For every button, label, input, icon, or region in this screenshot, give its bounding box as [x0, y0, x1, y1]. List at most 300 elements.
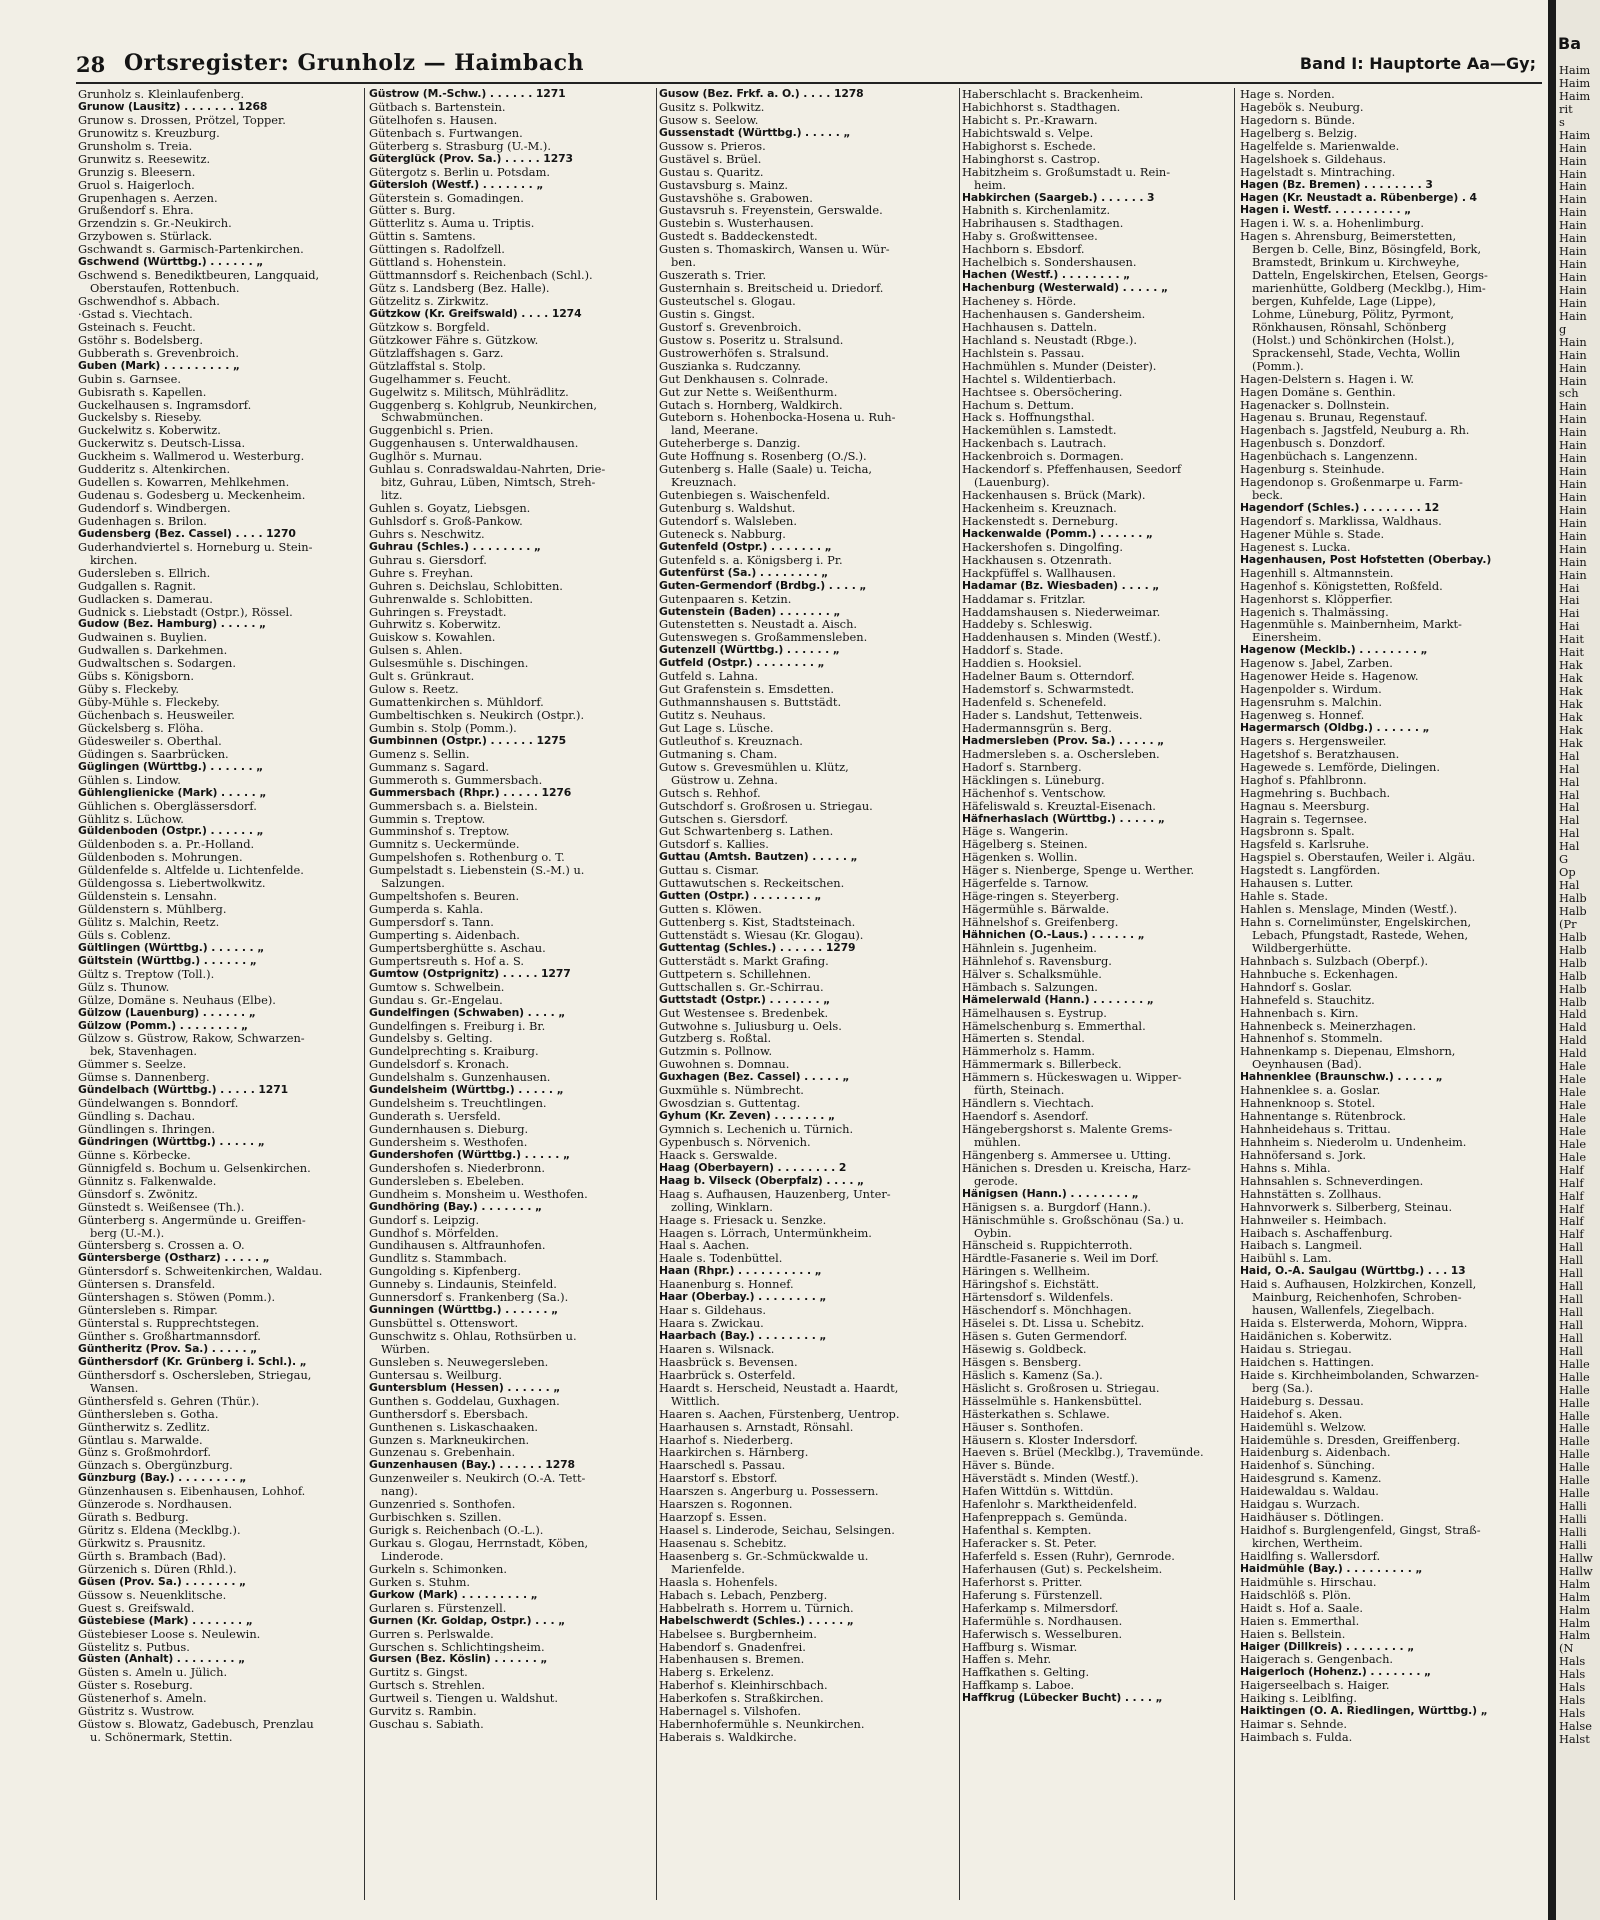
adjacent-page-fragment: Hait: [1559, 646, 1584, 660]
adjacent-page-fragment: Hald: [1559, 1021, 1587, 1035]
directory-entry: Hader s. Landshut, Tettenweis.: [962, 709, 1143, 722]
directory-entry: Haferhorst s. Pritter.: [962, 1575, 1083, 1589]
directory-entry: Haddeby s. Schleswig.: [962, 618, 1093, 632]
directory-entry: Gütterlitz s. Auma u. Triptis.: [369, 217, 535, 231]
directory-entry: Gustorf s. Grevenbroich.: [659, 320, 802, 334]
directory-entry: Bergen b. Celle, Binz, Bösingfeld, Bork,: [1252, 243, 1482, 257]
directory-entry: Güntersen s. Dransfeld.: [78, 1278, 216, 1292]
directory-entry: Hahndorf s. Goslar.: [1240, 980, 1352, 994]
directory-entry: Güttland s. Hohenstein.: [369, 256, 507, 270]
directory-entry: Häge s. Wangerin.: [962, 825, 1069, 839]
adjacent-page-fragment: Hald: [1559, 1047, 1587, 1061]
directory-entry: Güby s. Fleckeby.: [78, 683, 180, 697]
directory-entry: Guhrau s. Giersdorf.: [369, 553, 487, 567]
directory-entry: Gurbischken s. Szillen.: [369, 1511, 502, 1525]
adjacent-page-fragment: Hain: [1559, 309, 1587, 323]
directory-entry: Gudnick s. Liebstadt (Ostpr.), Rössel.: [78, 605, 293, 619]
adjacent-page-fragment: Hal: [1559, 879, 1580, 892]
directory-entry: Haar s. Gildehaus.: [659, 1304, 767, 1318]
directory-entry: Haarkirchen s. Härnberg.: [659, 1446, 809, 1460]
directory-entry-main-place: Hagen (Bz. Bremen) . . . . . . . . 3: [1240, 178, 1433, 191]
directory-entry: Hademstorf s. Schwarmstedt.: [962, 683, 1135, 697]
directory-entry: Hagenau s. Brunau, Regenstauf.: [1240, 411, 1428, 425]
directory-entry: ·Gstad s. Viechtach.: [78, 307, 193, 321]
adjacent-page-fragment: Hals: [1559, 1655, 1586, 1669]
directory-entry: Datteln, Engelskirchen, Etelsen, Georgs-: [1252, 269, 1488, 283]
directory-entry: Habitzheim s. Großumstadt u. Rein-: [962, 165, 1171, 179]
directory-entry: Hägelberg s. Steinen.: [962, 838, 1088, 852]
directory-entry-main-place: Gündelbach (Württbg.) . . . . . 1271: [78, 1084, 289, 1097]
directory-entry-main-place: Gurkow (Mark) . . . . . . . . . „: [369, 1588, 538, 1601]
directory-entry: Günther s. Großhartmannsdorf.: [78, 1330, 261, 1343]
directory-entry: Haiking s. Leiblfing.: [1240, 1692, 1357, 1706]
directory-entry: Gusow s. Seelow.: [659, 113, 759, 127]
directory-entry: Güsten s. Ameln u. Jülich.: [78, 1666, 228, 1680]
directory-entry-main-place: Häfnerhaslach (Württbg.) . . . . . „: [962, 812, 1165, 825]
adjacent-page-fragment: Halm: [1559, 1616, 1591, 1630]
directory-entry: Härtensdorf s. Wildenfels.: [962, 1291, 1114, 1305]
directory-entry: Häsgen s. Bensberg.: [962, 1355, 1082, 1369]
directory-entry: Guthmannshausen s. Buttstädt.: [659, 696, 842, 709]
directory-entry: Hack s. Hoffnungsthal.: [962, 411, 1095, 425]
directory-entry: Gut Schwartenberg s. Lathen.: [659, 825, 834, 839]
directory-entry: Gugelhammer s. Feucht.: [369, 372, 512, 386]
adjacent-page-fragment: Hai: [1559, 607, 1580, 621]
directory-entry: Güntersdorf s. Schweitenkirchen, Waldau.: [78, 1265, 323, 1279]
directory-entry: Häcklingen s. Lüneburg.: [962, 773, 1105, 787]
directory-entry-main-place: Güntersberge (Ostharz) . . . . . „: [78, 1252, 270, 1265]
directory-entry: Haddenhausen s. Minden (Westf.).: [962, 631, 1161, 645]
directory-entry: Hahnheidehaus s. Trittau.: [1240, 1123, 1391, 1136]
directory-entry: Hahnstätten s. Zollhaus.: [1240, 1187, 1382, 1201]
adjacent-page-fragment: Hain: [1559, 465, 1587, 478]
directory-entry: Habichtswald s. Velpe.: [962, 126, 1094, 140]
directory-entry: mühlen.: [974, 1135, 1021, 1149]
adjacent-page-fragment: Hall: [1559, 1293, 1584, 1306]
directory-entry-main-place: Gühlenglienicke (Mark) . . . . . „: [78, 786, 267, 799]
directory-entry: Gult s. Grünkraut.: [369, 670, 475, 684]
directory-entry: Guhlen s. Goyatz, Liebsgen.: [369, 502, 531, 515]
directory-entry: Haidenburg s. Aidenbach.: [1240, 1446, 1391, 1460]
directory-entry-main-place: Haidmühle (Bay.) . . . . . . . . . „: [1240, 1562, 1423, 1575]
directory-entry: Gülzow s. Güstrow, Rakow, Schwarzen-: [78, 1032, 305, 1046]
directory-entry: Guglhör s. Murnau.: [369, 450, 483, 464]
directory-entry: Haghof s. Pfahlbronn.: [1240, 773, 1367, 787]
directory-entry: Güttin s. Samtens.: [369, 230, 476, 244]
directory-entry: Güster s. Roseburg.: [78, 1679, 193, 1693]
directory-entry: Gudersleben s. Ellrich.: [78, 566, 211, 580]
directory-entry: Hahnenkamp s. Diepenau, Elmshorn,: [1240, 1045, 1456, 1059]
directory-entry: Hagen-Delstern s. Hagen i. W.: [1240, 372, 1415, 386]
directory-entry: Gühlichen s. Oberglässersdorf.: [78, 799, 257, 813]
directory-entry-main-place: Gülzow (Lauenburg) . . . . . . „: [78, 1006, 256, 1019]
directory-entry: beck.: [1252, 489, 1283, 502]
directory-entry: Schwabmünchen.: [381, 411, 484, 425]
directory-entry: Hagspiel s. Oberstaufen, Weiler i. Algäu.: [1240, 851, 1476, 865]
directory-entry-main-place: Haarbach (Bay.) . . . . . . . . „: [659, 1330, 827, 1342]
directory-entry: Güldenfelde s. Altfelde u. Lichtenfelde.: [78, 864, 304, 878]
directory-entry: Haasel s. Linderode, Seichau, Selsingen.: [659, 1524, 895, 1537]
directory-entry: Gubisrath s. Kapellen.: [78, 385, 207, 399]
directory-entry: Häver s. Bünde.: [962, 1459, 1055, 1473]
header-rule: [76, 82, 1542, 84]
directory-entry: Gummersbach s. a. Bielstein.: [369, 799, 538, 813]
directory-entry: gerode.: [974, 1174, 1018, 1188]
directory-entry: Güldengossa s. Liebertwolkwitz.: [78, 877, 266, 891]
adjacent-page-fragment: Hain: [1559, 283, 1587, 297]
directory-entry: Hahnentange s. Rütenbrock.: [1240, 1110, 1406, 1123]
directory-entry: Guttenstädt s. Wiesau (Kr. Glogau).: [659, 928, 864, 942]
directory-entry: Gurigk s. Reichenbach (O.-L.).: [369, 1524, 544, 1537]
adjacent-page-fragment: Halb: [1559, 982, 1587, 996]
adjacent-page-fragment: Halli: [1559, 1538, 1587, 1552]
directory-entry: Gussow s. Prieros.: [659, 139, 766, 153]
directory-entry-main-place: Gundhöring (Bay.) . . . . . . . „: [369, 1200, 543, 1213]
directory-entry-main-place: Gschwend (Württbg.) . . . . . . „: [78, 256, 264, 269]
directory-entry: Hagener Mühle s. Stade.: [1240, 527, 1385, 541]
directory-entry-main-place: Gursen (Bez. Köslin) . . . . . . „: [369, 1653, 548, 1666]
adjacent-page-fragment: Halb: [1559, 995, 1587, 1009]
adjacent-page-fragment: Halle: [1559, 1461, 1590, 1475]
directory-entry-main-place: Güstebiese (Mark) . . . . . . . „: [78, 1614, 253, 1627]
directory-entry-main-place: Hähnichen (O.-Laus.) . . . . . . „: [962, 928, 1145, 941]
adjacent-page-fragment: Hain: [1559, 490, 1587, 504]
directory-entry-main-place: Hackenwalde (Pomm.) . . . . . . „: [962, 527, 1153, 540]
adjacent-page-fragment: Half: [1559, 1202, 1584, 1216]
adjacent-page-fragment: Hall: [1559, 1280, 1584, 1294]
directory-entry: Gühlen s. Lindow.: [78, 773, 181, 787]
directory-entry: Gutzmin s. Pollnow.: [659, 1045, 773, 1059]
directory-entry: Hacheney s. Hörde.: [962, 295, 1077, 308]
directory-entry: Grunholz s. Kleinlaufenberg.: [78, 88, 245, 101]
directory-entry: Haagen s. Lörrach, Untermünkheim.: [659, 1226, 872, 1240]
directory-entry: Guckheim s. Wallmerod u. Westerburg.: [78, 450, 305, 464]
directory-entry: Haddamshausen s. Niederweimar.: [962, 605, 1161, 619]
adjacent-page-fragment: Hain: [1559, 400, 1587, 414]
directory-entry: Häselei s. Dt. Lissa u. Schebitz.: [962, 1317, 1145, 1330]
directory-entry: Güstritz s. Wustrow.: [78, 1705, 195, 1719]
directory-entry: Haidesgrund s. Kamenz.: [1240, 1472, 1382, 1486]
directory-entry: Hagsbronn s. Spalt.: [1240, 825, 1355, 839]
adjacent-page-fragment: Half: [1559, 1189, 1584, 1203]
directory-entry: Häslicht s. Großrosen u. Striegau.: [962, 1381, 1160, 1395]
directory-entry: hausen, Wallenfels, Ziegelbach.: [1252, 1304, 1435, 1318]
directory-entry: Gurlaren s. Fürstenzell.: [369, 1601, 507, 1615]
directory-entry: Gützkow s. Borgfeld.: [369, 320, 490, 334]
directory-entry: Haarhof s. Niederberg.: [659, 1433, 794, 1447]
directory-entry: Gurvitz s. Rambin.: [369, 1705, 477, 1719]
directory-entry: Grunow s. Drossen, Prötzel, Topper.: [78, 113, 286, 127]
adjacent-page-fragment: Hain: [1559, 568, 1587, 582]
directory-entry: Gsteinach s. Feucht.: [78, 320, 196, 334]
directory-entry-main-place: Gutten (Ostpr.) . . . . . . . . „: [659, 890, 822, 903]
directory-entry-main-place: Guxhagen (Bez. Cassel) . . . . . „: [659, 1071, 850, 1084]
adjacent-page-fragment: g: [1559, 322, 1567, 336]
directory-entry: Häge-ringen s. Steyerberg.: [962, 890, 1120, 904]
directory-entry: Hahns s. Mihla.: [1240, 1161, 1331, 1175]
directory-entry: Gunzen s. Markneukirchen.: [369, 1433, 530, 1447]
directory-entry: Güls s. Coblenz.: [78, 928, 171, 942]
directory-entry: Habbelrath s. Horrem u. Türnich.: [659, 1601, 854, 1615]
directory-entry: Gündling s. Dachau.: [78, 1110, 196, 1123]
directory-entry: Gütter s. Burg.: [369, 204, 456, 218]
directory-entry: Gundihausen s. Altfraunhofen.: [369, 1239, 546, 1253]
directory-entry: Gülz s. Thunow.: [78, 980, 170, 994]
directory-entry: Haidewaldau s. Waldau.: [1240, 1485, 1379, 1499]
directory-entry: Hahnbach s. Sulzbach (Oberpf.).: [1240, 954, 1429, 968]
directory-entry-main-place: Hadmersleben (Prov. Sa.) . . . . . „: [962, 734, 1165, 747]
directory-entry: Güntersleben s. Rimpar.: [78, 1304, 218, 1318]
directory-entry: Haida s. Elsterwerda, Mohorn, Wippra.: [1240, 1317, 1468, 1330]
directory-entry: Güntherwitz s. Zedlitz.: [78, 1420, 210, 1434]
directory-entry: Gütelhofen s. Hausen.: [369, 113, 498, 127]
directory-entry-main-place: Hagen (Kr. Neustadt a. Rübenberge) . 4: [1240, 191, 1477, 204]
directory-entry: Guggenberg s. Kohlgrub, Neunkirchen,: [369, 398, 598, 412]
adjacent-page-fragment: Halm: [1559, 1603, 1591, 1617]
directory-entry: Gunzenau s. Grebenhain.: [369, 1446, 516, 1460]
directory-entry: Haibühl s. Lam.: [1240, 1252, 1332, 1266]
directory-entry: Haag s. Aufhausen, Hauzenberg, Unter-: [659, 1187, 891, 1201]
directory-entry: Haidchen s. Hattingen.: [1240, 1355, 1375, 1369]
directory-entry: Gustavsruh s. Freyenstein, Gerswalde.: [659, 204, 883, 218]
directory-entry: Haidänichen s. Koberwitz.: [1240, 1330, 1393, 1343]
directory-entry: Haage s. Friesack u. Senzke.: [659, 1213, 827, 1227]
directory-entry: Hagelberg s. Belzig.: [1240, 126, 1358, 140]
column-3: [659, 88, 944, 1898]
directory-entry-main-place: Güldenboden (Ostpr.) . . . . . . „: [78, 825, 264, 838]
directory-entry-main-place: Gunningen (Württbg.) . . . . . . „: [369, 1304, 559, 1317]
directory-entry: kirchen, Wertheim.: [1252, 1537, 1363, 1550]
directory-entry: Hackenhausen s. Brück (Mark).: [962, 489, 1146, 502]
directory-entry: Hähnlehof s. Ravensburg.: [962, 954, 1112, 968]
directory-entry: Guttau s. Cismar.: [659, 864, 760, 878]
directory-entry: Haffburg s. Wismar.: [962, 1640, 1078, 1654]
directory-entry-main-place: Güsen (Prov. Sa.) . . . . . . . „: [78, 1575, 247, 1588]
directory-entry: Hänscheid s. Ruppichterroth.: [962, 1239, 1133, 1253]
directory-entry: Günzenhausen s. Eibenhausen, Lohhof.: [78, 1485, 306, 1499]
adjacent-page-fragment: Hale: [1559, 1086, 1587, 1099]
directory-entry: Hagenpolder s. Wirdum.: [1240, 683, 1382, 697]
directory-entry: Haferhausen (Gut) s. Peckelsheim.: [962, 1562, 1163, 1576]
directory-entry: Guteborn s. Hohenbocka-Hosena u. Ruh-: [659, 411, 896, 425]
directory-entry: Gutten s. Klöwen.: [659, 903, 762, 916]
directory-entry: Hämerten s. Stendal.: [962, 1032, 1085, 1046]
directory-entry: Hagenhorst s. Klöpperfier.: [1240, 592, 1393, 606]
adjacent-page-fragment: Halle: [1559, 1448, 1590, 1462]
adjacent-page-fragment: (N: [1559, 1642, 1574, 1656]
directory-entry: Hadenfeld s. Schenefeld.: [962, 696, 1107, 709]
directory-entry: Güstelitz s. Putbus.: [78, 1640, 190, 1654]
directory-entry-main-place: Haar (Oberbay.) . . . . . . . . „: [659, 1291, 827, 1304]
adjacent-page-fragment: Hals: [1559, 1694, 1586, 1708]
directory-entry: (Pomm.).: [1252, 359, 1304, 373]
directory-entry: Haarzopf s. Essen.: [659, 1511, 767, 1525]
directory-entry: Hagenweg s. Honnef.: [1240, 709, 1365, 722]
directory-entry: Hämmermark s. Billerbeck.: [962, 1058, 1122, 1072]
directory-entry-main-place: Guttentag (Schles.) . . . . . . 1279: [659, 941, 856, 954]
directory-entry: Guhren s. Deichslau, Schlobitten.: [369, 579, 563, 593]
directory-entry: Grunzig s. Bleesern.: [78, 165, 196, 179]
directory-entry-main-place: Grunow (Lausitz) . . . . . . . 1268: [78, 100, 268, 113]
directory-entry: Grunowitz s. Kreuzburg.: [78, 126, 220, 140]
directory-entry: Oybin.: [974, 1226, 1012, 1240]
adjacent-page-fragment: Hallw: [1559, 1551, 1593, 1565]
directory-entry: Hagelfelde s. Marienwalde.: [1240, 139, 1400, 153]
directory-entry: Gülze, Domäne s. Neuhaus (Elbe).: [78, 993, 276, 1007]
directory-entry: Gundlitz s. Stammbach.: [369, 1252, 507, 1266]
directory-entry: Gutschdorf s. Großrosen u. Striegau.: [659, 799, 873, 813]
directory-entry: Haaren s. Wilsnack.: [659, 1342, 775, 1356]
directory-entry: Häger s. Nienberge, Spenge u. Werther.: [962, 864, 1195, 878]
directory-entry: Gumbeltischken s. Neukirch (Ostpr.).: [369, 709, 585, 722]
directory-entry: Güterberg s. Strasburg (U.-M.).: [369, 139, 551, 153]
directory-entry: Guxmühle s. Nümbrecht.: [659, 1084, 804, 1098]
adjacent-page-fragment: Hal: [1559, 788, 1580, 802]
directory-entry: Güldenboden s. a. Pr.-Holland.: [78, 838, 255, 852]
directory-entry: Gunneby s. Lindaunis, Steinfeld.: [369, 1278, 557, 1292]
directory-entry: Güldenboden s. Mohrungen.: [78, 851, 243, 865]
adjacent-page-fragment: Hain: [1559, 154, 1587, 168]
adjacent-page-fragment: Haim: [1559, 89, 1591, 103]
adjacent-page-fragment: Halle: [1559, 1435, 1590, 1449]
directory-entry: bek, Stavenhagen.: [90, 1045, 197, 1059]
directory-entry: Oeynhausen (Bad).: [1252, 1058, 1362, 1072]
directory-entry-main-place: Haid, O.-A. Saulgau (Württbg.) . . . 13: [1240, 1265, 1466, 1278]
directory-entry: Gürzenich s. Düren (Rhld.).: [78, 1562, 237, 1576]
directory-entry: Hagebök s. Neuburg.: [1240, 100, 1364, 114]
directory-entry: Gutsch s. Rehhof.: [659, 786, 761, 800]
directory-entry: Guckelwitz s. Koberwitz.: [78, 424, 221, 438]
directory-entry: Haidhäuser s. Dötlingen.: [1240, 1511, 1385, 1525]
directory-entry: Gut Lage s. Lüsche.: [659, 721, 774, 735]
directory-entry: Gutfeld s. Lahna.: [659, 670, 759, 684]
directory-entry-main-place: Hagermarsch (Oldbg.) . . . . . . „: [1240, 721, 1430, 734]
directory-entry: Haidehof s. Aken.: [1240, 1407, 1343, 1421]
directory-entry: Hackendorf s. Pfeffenhausen, Seedorf: [962, 463, 1182, 477]
directory-entry: Haidgau s. Wurzach.: [1240, 1498, 1360, 1512]
directory-entry: Gundelsdorf s. Kronach.: [369, 1058, 510, 1072]
adjacent-page-fragment: Hak: [1559, 685, 1583, 698]
directory-entry: Hahnefeld s. Stauchitz.: [1240, 993, 1375, 1007]
adjacent-page-fragment: Halle: [1559, 1396, 1590, 1410]
directory-entry-main-place: Gündringen (Württbg.) . . . . . „: [78, 1135, 265, 1148]
directory-entry: Güstebieser Loose s. Neulewin.: [78, 1627, 261, 1641]
directory-entry: (Lauenburg).: [974, 476, 1050, 490]
adjacent-page-fragment: Hald: [1559, 1008, 1587, 1022]
adjacent-page-fragment: Halm: [1559, 1577, 1591, 1591]
directory-entry-main-place: Gutenzell (Württbg.) . . . . . . „: [659, 644, 840, 657]
directory-entry: Gut Denkhausen s. Colnrade.: [659, 372, 829, 386]
directory-entry: Haasla s. Hohenfels.: [659, 1575, 778, 1589]
directory-entry: Habighorst s. Eschede.: [962, 139, 1096, 153]
directory-entry: Gurren s. Perlswalde.: [369, 1627, 494, 1641]
directory-entry: berg (U.-M.).: [90, 1226, 165, 1240]
directory-entry: Gunzenweiler s. Neukirch (O.-A. Tett-: [369, 1472, 586, 1486]
directory-entry: Guckelsby s. Rieseby.: [78, 411, 202, 425]
adjacent-page-fragment: Hall: [1559, 1344, 1584, 1358]
directory-entry: Gymnich s. Lechenich u. Türnich.: [659, 1123, 854, 1136]
directory-entry-main-place: Haan (Rhpr.) . . . . . . . . . . „: [659, 1265, 822, 1278]
adjacent-page-fragment: Hal: [1559, 827, 1580, 841]
directory-entry-main-place: Gunzenhausen (Bay.) . . . . . . 1278: [369, 1459, 575, 1472]
directory-entry: Häuser s. Sonthofen.: [962, 1420, 1084, 1434]
directory-entry: Habernagel s. Vilshofen.: [659, 1705, 801, 1719]
directory-entry: Haarhausen s. Arnstadt, Rönsahl.: [659, 1420, 854, 1434]
directory-entry: Gschwendhof s. Abbach.: [78, 295, 220, 308]
adjacent-page-fragment: Hald: [1559, 1034, 1587, 1048]
directory-entry: Gudwaltschen s. Sodargen.: [78, 657, 237, 671]
directory-entry: Hachum s. Dettum.: [962, 398, 1075, 412]
directory-entry: Haaren s. Aachen, Fürstenberg, Uentrop.: [659, 1407, 900, 1421]
directory-entry: Hachmühlen s. Munder (Deister).: [962, 359, 1157, 373]
directory-entry: Haara s. Zwickau.: [659, 1317, 764, 1330]
adjacent-page-fragment: Hals: [1559, 1668, 1586, 1682]
directory-entry-main-place: Haigerloch (Hohenz.) . . . . . . . „: [1240, 1666, 1432, 1679]
directory-entry-main-place: Hachenburg (Westerwald) . . . . . „: [962, 282, 1168, 295]
directory-entry-main-place: Guhrau (Schles.) . . . . . . . . „: [369, 540, 541, 553]
directory-entry-main-place: Hagenow (Mecklb.) . . . . . . . . „: [1240, 644, 1428, 657]
directory-entry: Haidmühle s. Hirschau.: [1240, 1575, 1377, 1589]
directory-entry: Habernhofermühle s. Neunkirchen.: [659, 1718, 865, 1732]
directory-entry: Gurtsch s. Strehlen.: [369, 1679, 485, 1693]
adjacent-page-fragment: Hak: [1559, 659, 1583, 673]
directory-entry: Habendorf s. Gnadenfrei.: [659, 1640, 806, 1654]
directory-entry: Hagensruhm s. Malchin.: [1240, 696, 1382, 709]
directory-entry: Haasbrück s. Bevensen.: [659, 1355, 798, 1369]
directory-entry: Haferfeld s. Essen (Ruhr), Gernrode.: [962, 1549, 1175, 1563]
directory-entry: Hagen Domäne s. Genthin.: [1240, 385, 1396, 399]
directory-entry: Guttschallen s. Gr.-Schirrau.: [659, 980, 824, 994]
page-header: [76, 50, 1544, 80]
directory-entry: Haffkathen s. Gelting.: [962, 1666, 1090, 1680]
directory-entry: Gstöhr s. Bodelsberg.: [78, 333, 204, 347]
adjacent-page-fragment: Hall: [1559, 1318, 1584, 1332]
directory-entry: Häfeliswald s. Kreuztal-Eisenach.: [962, 799, 1156, 813]
directory-entry-main-place: Gundelsheim (Württbg.) . . . . . „: [369, 1084, 564, 1097]
directory-entry: Gulsesmühle s. Dischingen.: [369, 657, 529, 671]
directory-entry: Güttmannsdorf s. Reichenbach (Schl.).: [369, 269, 593, 283]
adjacent-page-fragment: Hale: [1559, 1099, 1587, 1112]
directory-entry: Gutenpaaren s. Ketzin.: [659, 592, 792, 606]
page-number: 28: [76, 52, 106, 77]
directory-entry: Hackershofen s. Dingolfing.: [962, 540, 1123, 554]
directory-entry: Gurkau s. Glogau, Herrnstadt, Köben,: [369, 1537, 589, 1550]
directory-entry: Haideburg s. Dessau.: [1240, 1394, 1364, 1408]
directory-entry: Gustebin s. Wusterhausen.: [659, 217, 814, 231]
directory-entry: Hässelmühle s. Hankensbüttel.: [962, 1394, 1143, 1408]
directory-entry-main-place: Gülzow (Pomm.) . . . . . . . . „: [78, 1019, 249, 1032]
directory-entry: Hackpfüffel s. Wallhausen.: [962, 566, 1116, 580]
directory-entry: Gumnitz s. Ueckermünde.: [369, 838, 520, 852]
adjacent-page-fragment: Hain: [1559, 167, 1587, 181]
directory-entry: Einersheim.: [1252, 631, 1322, 645]
directory-entry: Hachland s. Neustadt (Rbge.).: [962, 333, 1137, 347]
directory-entry: Güssow s. Neuenklitsche.: [78, 1588, 227, 1602]
directory-entry: nang).: [381, 1485, 418, 1499]
adjacent-page-fragment: Hal: [1559, 814, 1580, 828]
directory-entry: Guszianka s. Rudczanny.: [659, 359, 802, 373]
directory-entry: Haasenberg s. Gr.-Schmückwalde u.: [659, 1549, 869, 1563]
adjacent-page-fragment: Hain: [1559, 335, 1587, 349]
directory-entry: Hahnenklee s. a. Goslar.: [1240, 1084, 1381, 1098]
adjacent-page-fragment: Hale: [1559, 1124, 1587, 1138]
directory-entry: Oberstaufen, Rottenbuch.: [90, 282, 240, 295]
directory-entry: Guschau s. Sabiath.: [369, 1718, 484, 1732]
directory-entry: Gutterstädt s. Markt Grafing.: [659, 954, 829, 968]
directory-entry: Hafenthal s. Kempten.: [962, 1524, 1092, 1537]
directory-entry: Würben.: [381, 1342, 431, 1356]
adjacent-page-heading: Ba: [1558, 34, 1581, 53]
